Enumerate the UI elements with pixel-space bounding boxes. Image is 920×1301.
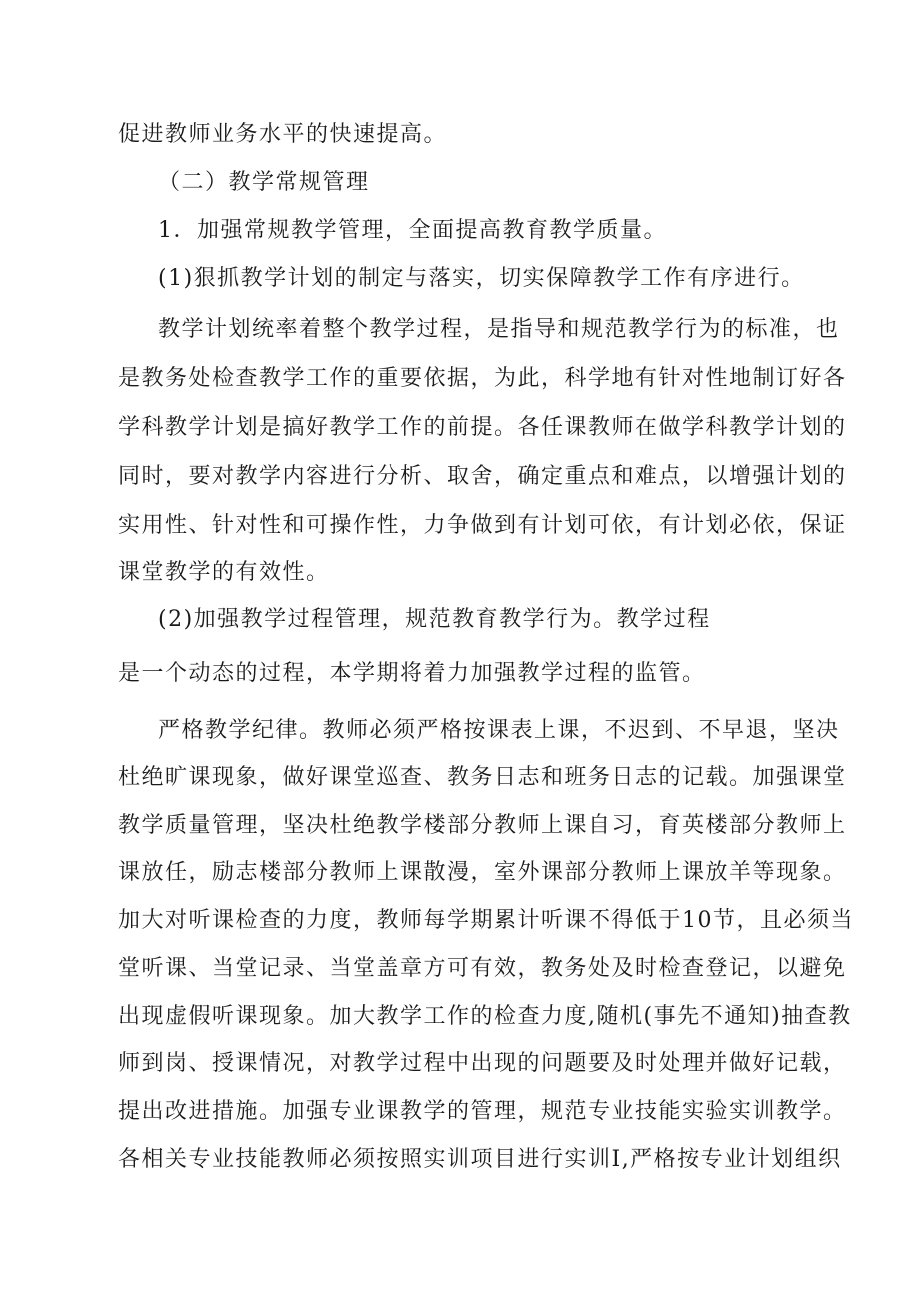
text-line: 课堂教学的有效性。 [118,560,330,585]
text-line: 教学质量管理，坚决杜绝教学楼部分教师上课自习，育英楼部分教师上 [118,813,847,838]
text-line: 堂听课、当堂记录、当堂盖章方可有效，教务处及时检查登记，以避免 [118,956,847,981]
text-line: 教学计划统率着整个教学过程，是指导和规范教学行为的标准，也 [158,317,840,342]
item-heading: (1)狠抓教学计划的制定与落实，切实保障教学工作有序进行。 [158,266,805,291]
text-line: 师到岗、授课情况，对教学过程中出现的问题要及时处理并做好记载， [118,1051,847,1076]
subsection-heading: 1．加强常规教学管理，全面提高教育教学质量。 [158,218,667,243]
text-line: 是一个动态的过程，本学期将着力加强教学过程的监管。 [118,661,706,686]
text-line: 杜绝旷课现象，做好课堂巡查、教务日志和班务日志的记载。加强课堂 [118,765,847,790]
text-line: 提出改进措施。加强专业课教学的管理，规范专业技能实验实训教学。 [118,1099,847,1124]
text-line: 加大对听课检查的力度，教师每学期累计听课不得低于10节，且必须当 [118,908,854,933]
text-line: 是教务处检查教学工作的重要依据，为此，科学地有针对性地制订好各 [118,366,847,391]
text-line: 促进教师业务水平的快速提高。 [118,122,448,147]
text-line: 各相关专业技能教师必须按照实训项目进行实训Ⅰ,严格按专业计划组织 [118,1147,842,1172]
item-heading: (2)加强教学过程管理，规范教育教学行为。教学过程 [158,607,711,632]
text-line: 学科教学计划是搞好教学工作的前提。各任课教师在做学科教学计划的 [118,415,847,440]
text-line: 课放任，励志楼部分教师上课散漫，室外课部分教师上课放羊等现象。 [118,860,847,885]
text-line: 实用性、针对性和可操作性，力争做到有计划可依，有计划必依，保证 [118,513,847,538]
text-line: 严格教学纪律。教师必须严格按课表上课，不迟到、不早退，坚决 [158,718,840,743]
section-heading: （二）教学常规管理 [158,170,370,195]
text-line: 同时，要对教学内容进行分析、取舍，确定重点和难点，以增强计划的 [118,464,847,489]
text-line: 出现虚假听课现象。加大教学工作的检查力度,随机(事先不通知)抽查教 [118,1004,852,1029]
